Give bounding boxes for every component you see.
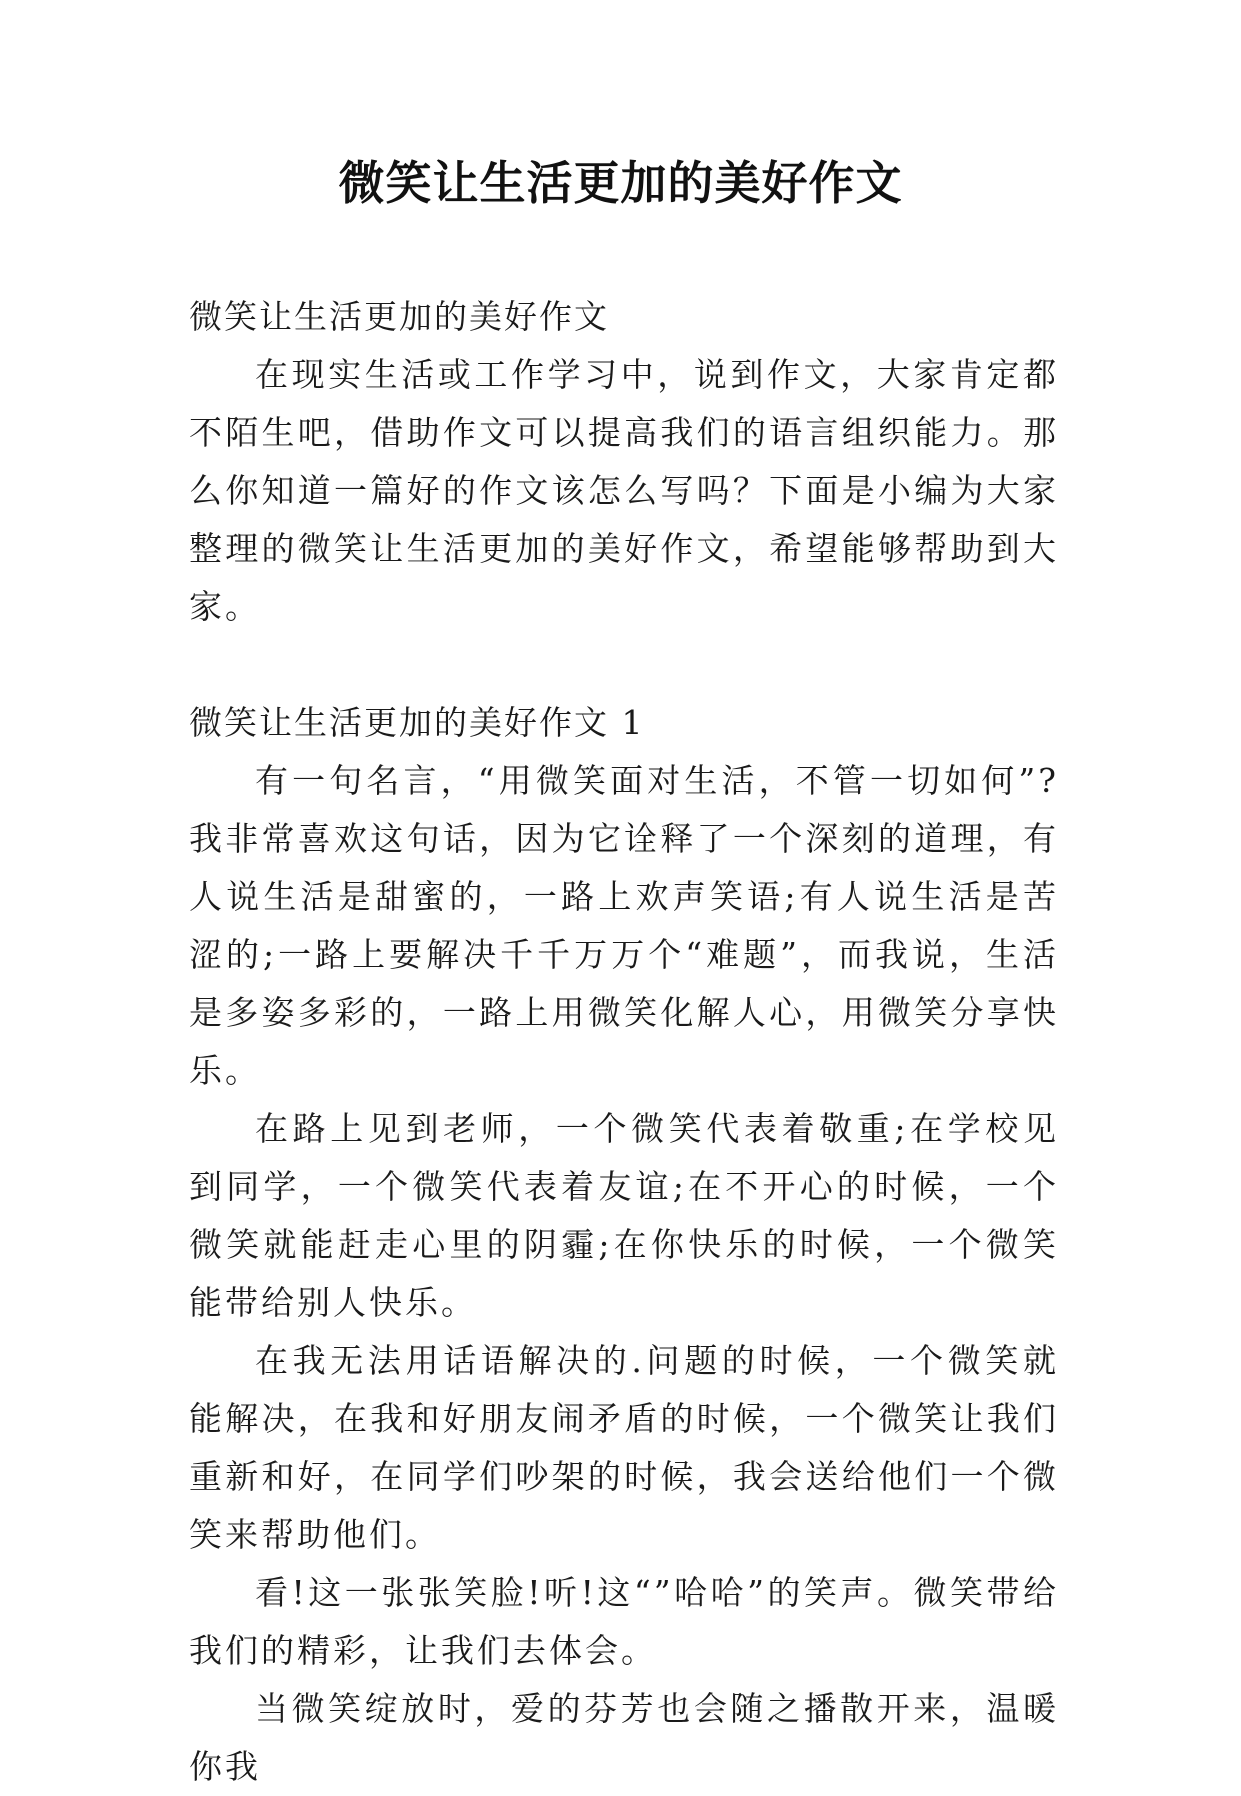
intro-heading: 微笑让生活更加的美好作文 (189, 297, 609, 336)
document-title: 微笑让生活更加的美好作文 (338, 156, 903, 210)
body-paragraph: 看!这一张张笑脸!听!这“”哈哈”的笑声。微笑带给我们的精彩，让我们去体会。 (189, 1573, 1059, 1670)
section-heading: 微笑让生活更加的美好作文 1 (189, 703, 645, 742)
body-paragraph: 当微笑绽放时，爱的芬芳也会随之播散开来，温暖你我 (189, 1689, 1059, 1786)
intro-paragraph: 在现实生活或工作学习中，说到作文，大家肯定都不陌生吧，借助作文可以提高我们的语言组织能力。那么你知道一篇好的作文该怎么写吗？下面是小编为大家整理的微笑让生活更加的美好作文，希望能够帮助到大家。 (189, 355, 1059, 626)
body-paragraph: 有一句名言，“用微笑面对生活，不管一切如何”?我非常喜欢这句话，因为它诠释了一个深刻的道理，有人说生活是甜蜜的，一路上欢声笑语;有人说生活是苦涩的;一路上要解决千千万万个“难题”，而我说，生活是多姿多彩的，一路上用微笑化解人心，用微笑分享快乐。 (189, 761, 1059, 1090)
body-paragraph: 在我无法用话语解决的.问题的时候，一个微笑就能解决，在我和好朋友闹矛盾的时候，一个微笑让我们重新和好，在同学们吵架的时候，我会送给他们一个微笑来帮助他们。 (189, 1341, 1059, 1554)
body-paragraph: 在路上见到老师，一个微笑代表着敬重;在学校见到同学，一个微笑代表着友谊;在不开心的时候，一个微笑就能赶走心里的阴霾;在你快乐的时候，一个微笑能带给别人快乐。 (189, 1109, 1059, 1322)
document-body (189, 288, 1059, 1796)
